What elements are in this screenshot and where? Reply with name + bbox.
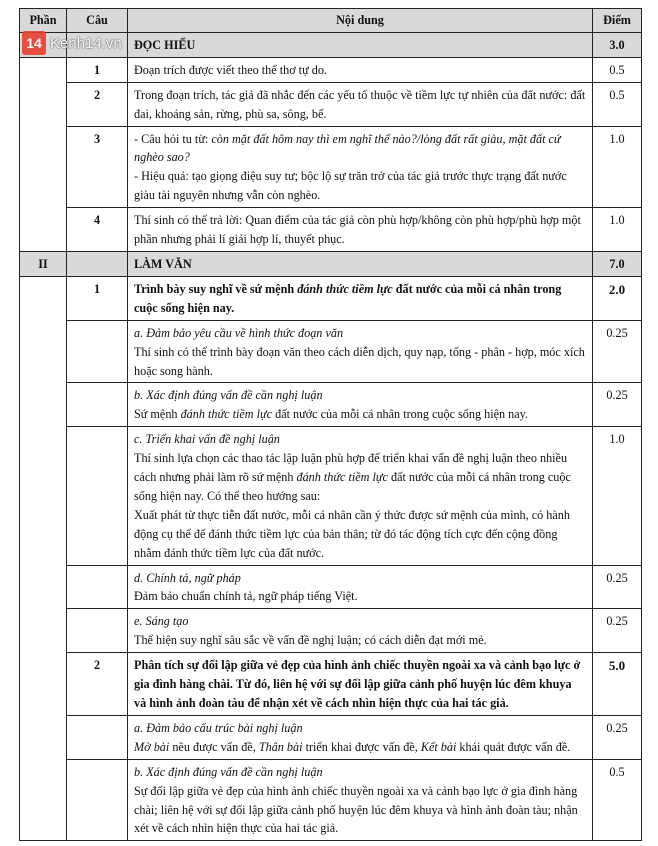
watermark-text: Kenh14.vn bbox=[50, 34, 122, 52]
question-number: 1 bbox=[67, 276, 128, 320]
criterion: d. Chính tả, ngữ pháp Đảm bảo chuẩn chính tả, ngữ pháp tiếng Việt. bbox=[128, 565, 593, 609]
answer-text: Đoạn trích được viết theo thể thơ tự do. bbox=[128, 57, 593, 82]
kenh14-watermark bbox=[22, 30, 122, 56]
answer-text: Thí sinh có thể trả lời: Quan điểm của tác giả còn phù hợp/không còn phù hợp/phù hợp một phần nhưng phải lí giải hợp lí, thuyết phục. bbox=[128, 208, 593, 252]
question-title: Trình bày suy nghĩ về sứ mệnh đánh thức tiềm lực đất nước của mỗi cá nhân trong cuộc sống hiện nay. bbox=[128, 276, 593, 320]
header-diem: Điểm bbox=[593, 9, 642, 33]
points: 0.5 bbox=[593, 82, 642, 126]
criterion: b. Xác định đúng vấn đề cần nghị luận Sự đối lập giữa vẻ đẹp của hình ảnh chiếc thuyền ngoài xa và cảnh bạo lực ở gia đình hàng chài; liên hệ với sự đối lập giữa cảnh phố huyện lúc đêm khuya và hình ảnh đoàn tàu; nhận xét về cách nhìn hiện thực của hai tác giả. bbox=[128, 759, 593, 841]
points: 0.5 bbox=[593, 57, 642, 82]
header-row bbox=[20, 9, 642, 33]
header-noidung: Nội dung bbox=[128, 9, 593, 33]
points: 0.5 bbox=[593, 759, 642, 841]
kenh14-logo-icon: 14 bbox=[22, 31, 46, 55]
criterion: a. Đảm bảo yêu cầu về hình thức đoạn văn Thí sinh có thể trình bày đoạn văn theo cách diễn dịch, quy nạp, tổng - phân - hợp, móc xích hoặc song hành. bbox=[128, 320, 593, 383]
criterion: e. Sáng tạo Thể hiện suy nghĩ sâu sắc về vấn đề nghị luận; có cách diễn đạt mới mẻ. bbox=[128, 609, 593, 653]
table-row bbox=[20, 759, 642, 841]
points: 0.25 bbox=[593, 565, 642, 609]
header-cau: Câu bbox=[67, 9, 128, 33]
points: 1.0 bbox=[593, 208, 642, 252]
table-row bbox=[20, 276, 642, 320]
table-row bbox=[20, 126, 642, 208]
table-row bbox=[20, 208, 642, 252]
table-row bbox=[20, 427, 642, 565]
section-row-lam-van bbox=[20, 251, 642, 276]
question-number: 2 bbox=[67, 82, 128, 126]
table-row bbox=[20, 82, 642, 126]
table-row bbox=[20, 653, 642, 716]
answer-text: Trong đoạn trích, tác giả đã nhắc đến các yếu tố thuộc về tiềm lực tự nhiên của đất nước: đất đai, khoáng sản, rừng, phù sa, sông, bể. bbox=[128, 82, 593, 126]
section-title: ĐỌC HIỂU bbox=[128, 32, 593, 57]
points: 1.0 bbox=[593, 126, 642, 208]
section-title: LÀM VĂN bbox=[128, 251, 593, 276]
criterion: c. Triển khai vấn đề nghị luận Thí sinh lựa chọn các thao tác lập luận phù hợp để triển khai vấn đề nghị luận theo nhiều cách nhưng phải làm rõ sứ mệnh đánh thức tiềm lực đất nước của mỗi cá nhân trong cuộc sống hiện nay. Có thể theo hướng sau: Xuất phát từ thực tiễn đất nước, mỗi cá nhân cần ý thức được sứ mệnh của mình, có hành động cụ thể để đánh thức tiềm lực của bản thân; từ đó tác động tích cực đến cộng đồng nhằm đánh thức tiềm lực của đất nước. bbox=[128, 427, 593, 565]
question-number: 2 bbox=[67, 653, 128, 716]
answer-key-table bbox=[19, 8, 642, 841]
criterion: b. Xác định đúng vấn đề cần nghị luận Sứ mệnh đánh thức tiềm lực đất nước của mỗi cá nhân trong cuộc sống hiện nay. bbox=[128, 383, 593, 427]
question-number: 3 bbox=[67, 126, 128, 208]
points: 2.0 bbox=[593, 276, 642, 320]
criterion: a. Đảm bảo cấu trúc bài nghị luận Mở bài nêu được vấn đề, Thân bài triển khai được vấn đề, Kết bài khái quát được vấn đề. bbox=[128, 715, 593, 759]
question-number: 1 bbox=[67, 57, 128, 82]
section-points: 7.0 bbox=[593, 251, 642, 276]
question-number: 4 bbox=[67, 208, 128, 252]
points: 1.0 bbox=[593, 427, 642, 565]
table-row bbox=[20, 383, 642, 427]
table-row bbox=[20, 320, 642, 383]
section-points: 3.0 bbox=[593, 32, 642, 57]
points: 5.0 bbox=[593, 653, 642, 716]
points: 0.25 bbox=[593, 715, 642, 759]
section-label: II bbox=[20, 251, 67, 276]
table-row bbox=[20, 609, 642, 653]
table-row bbox=[20, 565, 642, 609]
header-phan: Phần bbox=[20, 9, 67, 33]
answer-text: - Câu hỏi tu từ: còn mặt đất hôm nay thì em nghĩ thế nào?/lòng đất rất giàu, mặt đất cứ nghèo sao? - Hiệu quả: tạo giọng điệu suy tư; bộc lộ sự trăn trở của tác giả trước thực trạng đất nước giàu tài nguyên nhưng vẫn còn nghèo. bbox=[128, 126, 593, 208]
points: 0.25 bbox=[593, 609, 642, 653]
table-row bbox=[20, 57, 642, 82]
question-title: Phân tích sự đối lập giữa vẻ đẹp của hình ảnh chiếc thuyền ngoài xa và cảnh bạo lực ở gia đình hàng chài. Từ đó, liên hệ với sự đối lập giữa cảnh phố huyện lúc đêm khuya và hình ảnh đoàn tàu để nhận xét về cách nhìn hiện thực của hai tác giả. bbox=[128, 653, 593, 716]
points: 0.25 bbox=[593, 320, 642, 383]
points: 0.25 bbox=[593, 383, 642, 427]
table-row bbox=[20, 715, 642, 759]
